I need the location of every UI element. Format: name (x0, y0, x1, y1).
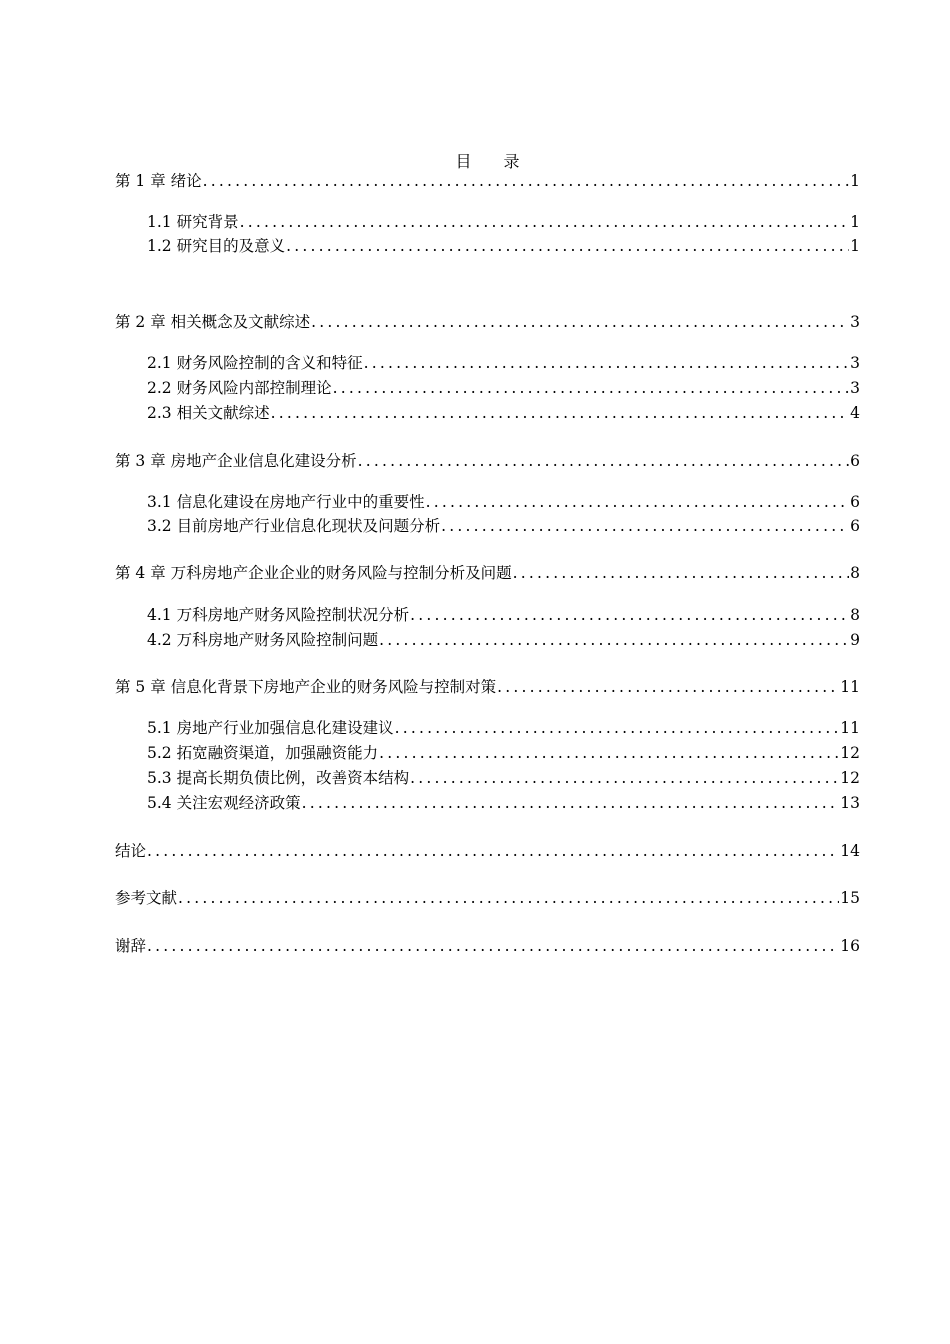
toc-entry-label: 4.2 万科房地产财务风险控制问题 (147, 631, 379, 649)
toc-entry-page: 12 (840, 744, 860, 762)
toc-entry-page: 3 (850, 313, 860, 331)
toc-entry-section-4-2[interactable] (147, 629, 860, 651)
toc-entry-chapter-5[interactable] (115, 676, 860, 698)
toc-entry-page: 13 (840, 794, 860, 812)
toc-entry-section-3-2[interactable] (147, 515, 860, 537)
toc-entry-label: 2.1 财务风险控制的含义和特征 (147, 354, 363, 372)
toc-entry-label: 5.3 提高长期负债比例，改善资本结构 (147, 769, 410, 787)
toc-entry-page: 11 (840, 678, 860, 696)
toc-entry-label: 谢辞 (115, 937, 147, 955)
toc-entry-section-3-1[interactable] (147, 491, 860, 513)
toc-entry-page: 11 (840, 719, 860, 737)
dot-leader (147, 840, 839, 862)
dot-leader (240, 211, 850, 233)
toc-entry-label: 第 5 章 信息化背景下房地产企业的财务风险与控制对策 (115, 678, 497, 696)
toc-entry-chapter-2[interactable] (115, 311, 860, 333)
toc-entry-conclusion[interactable] (115, 840, 860, 862)
toc-entry-section-2-3[interactable] (147, 402, 860, 424)
toc-entry-page: 15 (840, 889, 860, 907)
toc-entry-label: 2.3 相关文献综述 (147, 404, 270, 422)
dot-leader (497, 676, 839, 698)
toc-entry-label: 第 4 章 万科房地产企业企业的财务风险与控制分析及问题 (115, 564, 512, 582)
dot-leader (147, 935, 839, 957)
dot-leader (333, 377, 850, 399)
dot-leader (426, 491, 850, 513)
dot-leader (441, 515, 849, 537)
dot-leader (358, 450, 849, 472)
toc-entry-page: 1 (850, 237, 860, 255)
toc-entry-label: 2.2 财务风险内部控制理论 (147, 379, 332, 397)
title-char-left: 目 (455, 152, 472, 171)
toc-entry-page: 6 (850, 517, 860, 535)
dot-leader (178, 887, 839, 909)
toc-entry-section-1-1[interactable] (147, 211, 860, 233)
dot-leader (513, 562, 849, 584)
toc-entry-label: 1.1 研究背景 (147, 213, 239, 231)
dot-leader (379, 742, 839, 764)
toc-entry-chapter-3[interactable] (115, 450, 860, 472)
toc-entry-section-5-2[interactable] (147, 742, 860, 764)
toc-entry-label: 1.2 研究目的及意义 (147, 237, 286, 255)
dot-leader (410, 604, 849, 626)
dot-leader (395, 717, 840, 739)
toc-entry-label: 第 3 章 房地产企业信息化建设分析 (115, 452, 357, 470)
toc-entry-page: 1 (850, 172, 860, 190)
toc-entry-page: 8 (850, 606, 860, 624)
dot-leader (311, 311, 849, 333)
dot-leader (302, 792, 840, 814)
toc-entry-section-5-4[interactable] (147, 792, 860, 814)
toc-entry-page: 14 (840, 842, 860, 860)
dot-leader (364, 352, 850, 374)
toc-entry-page: 8 (850, 564, 860, 582)
toc-entry-page: 6 (850, 452, 860, 470)
toc-entry-label: 5.2 拓宽融资渠道，加强融资能力 (147, 744, 379, 762)
toc-entry-section-5-3[interactable] (147, 767, 860, 789)
toc-entry-section-5-1[interactable] (147, 717, 860, 739)
toc-entry-label: 第 1 章 绪论 (115, 172, 202, 190)
dot-leader (379, 629, 849, 651)
toc-entry-label: 第 2 章 相关概念及文献综述 (115, 313, 311, 331)
toc-entry-chapter-4[interactable] (115, 562, 860, 584)
toc-entry-page: 12 (840, 769, 860, 787)
toc-entry-section-2-1[interactable] (147, 352, 860, 374)
toc-entry-page: 1 (850, 213, 860, 231)
title-char-right: 录 (503, 152, 520, 171)
toc-entry-label: 3.1 信息化建设在房地产行业中的重要性 (147, 493, 425, 511)
dot-leader (271, 402, 850, 424)
toc-entry-label: 5.1 房地产行业加强信息化建设建议 (147, 719, 394, 737)
toc-entry-references[interactable] (115, 887, 860, 909)
toc-entry-label: 4.1 万科房地产财务风险控制状况分析 (147, 606, 410, 624)
toc-entry-page: 16 (840, 937, 860, 955)
toc-entry-page: 3 (850, 379, 860, 397)
toc-entry-label: 5.4 关注宏观经济政策 (147, 794, 301, 812)
toc-entry-label: 参考文献 (115, 889, 178, 907)
dot-leader (286, 235, 849, 257)
toc-entry-page: 6 (850, 493, 860, 511)
toc-entry-chapter-1[interactable] (115, 170, 860, 192)
dot-leader (203, 170, 849, 192)
toc-entry-label: 结论 (115, 842, 147, 860)
toc-entry-page: 9 (850, 631, 860, 649)
toc-entry-section-1-2[interactable] (147, 235, 860, 257)
dot-leader (410, 767, 839, 789)
toc-entry-label: 3.2 目前房地产行业信息化现状及问题分析 (147, 517, 441, 535)
toc-entry-page: 3 (850, 354, 860, 372)
toc-entry-section-4-1[interactable] (147, 604, 860, 626)
toc-entry-page: 4 (850, 404, 860, 422)
toc-entry-section-2-2[interactable] (147, 377, 860, 399)
toc-entry-acknowledgements[interactable] (115, 935, 860, 957)
